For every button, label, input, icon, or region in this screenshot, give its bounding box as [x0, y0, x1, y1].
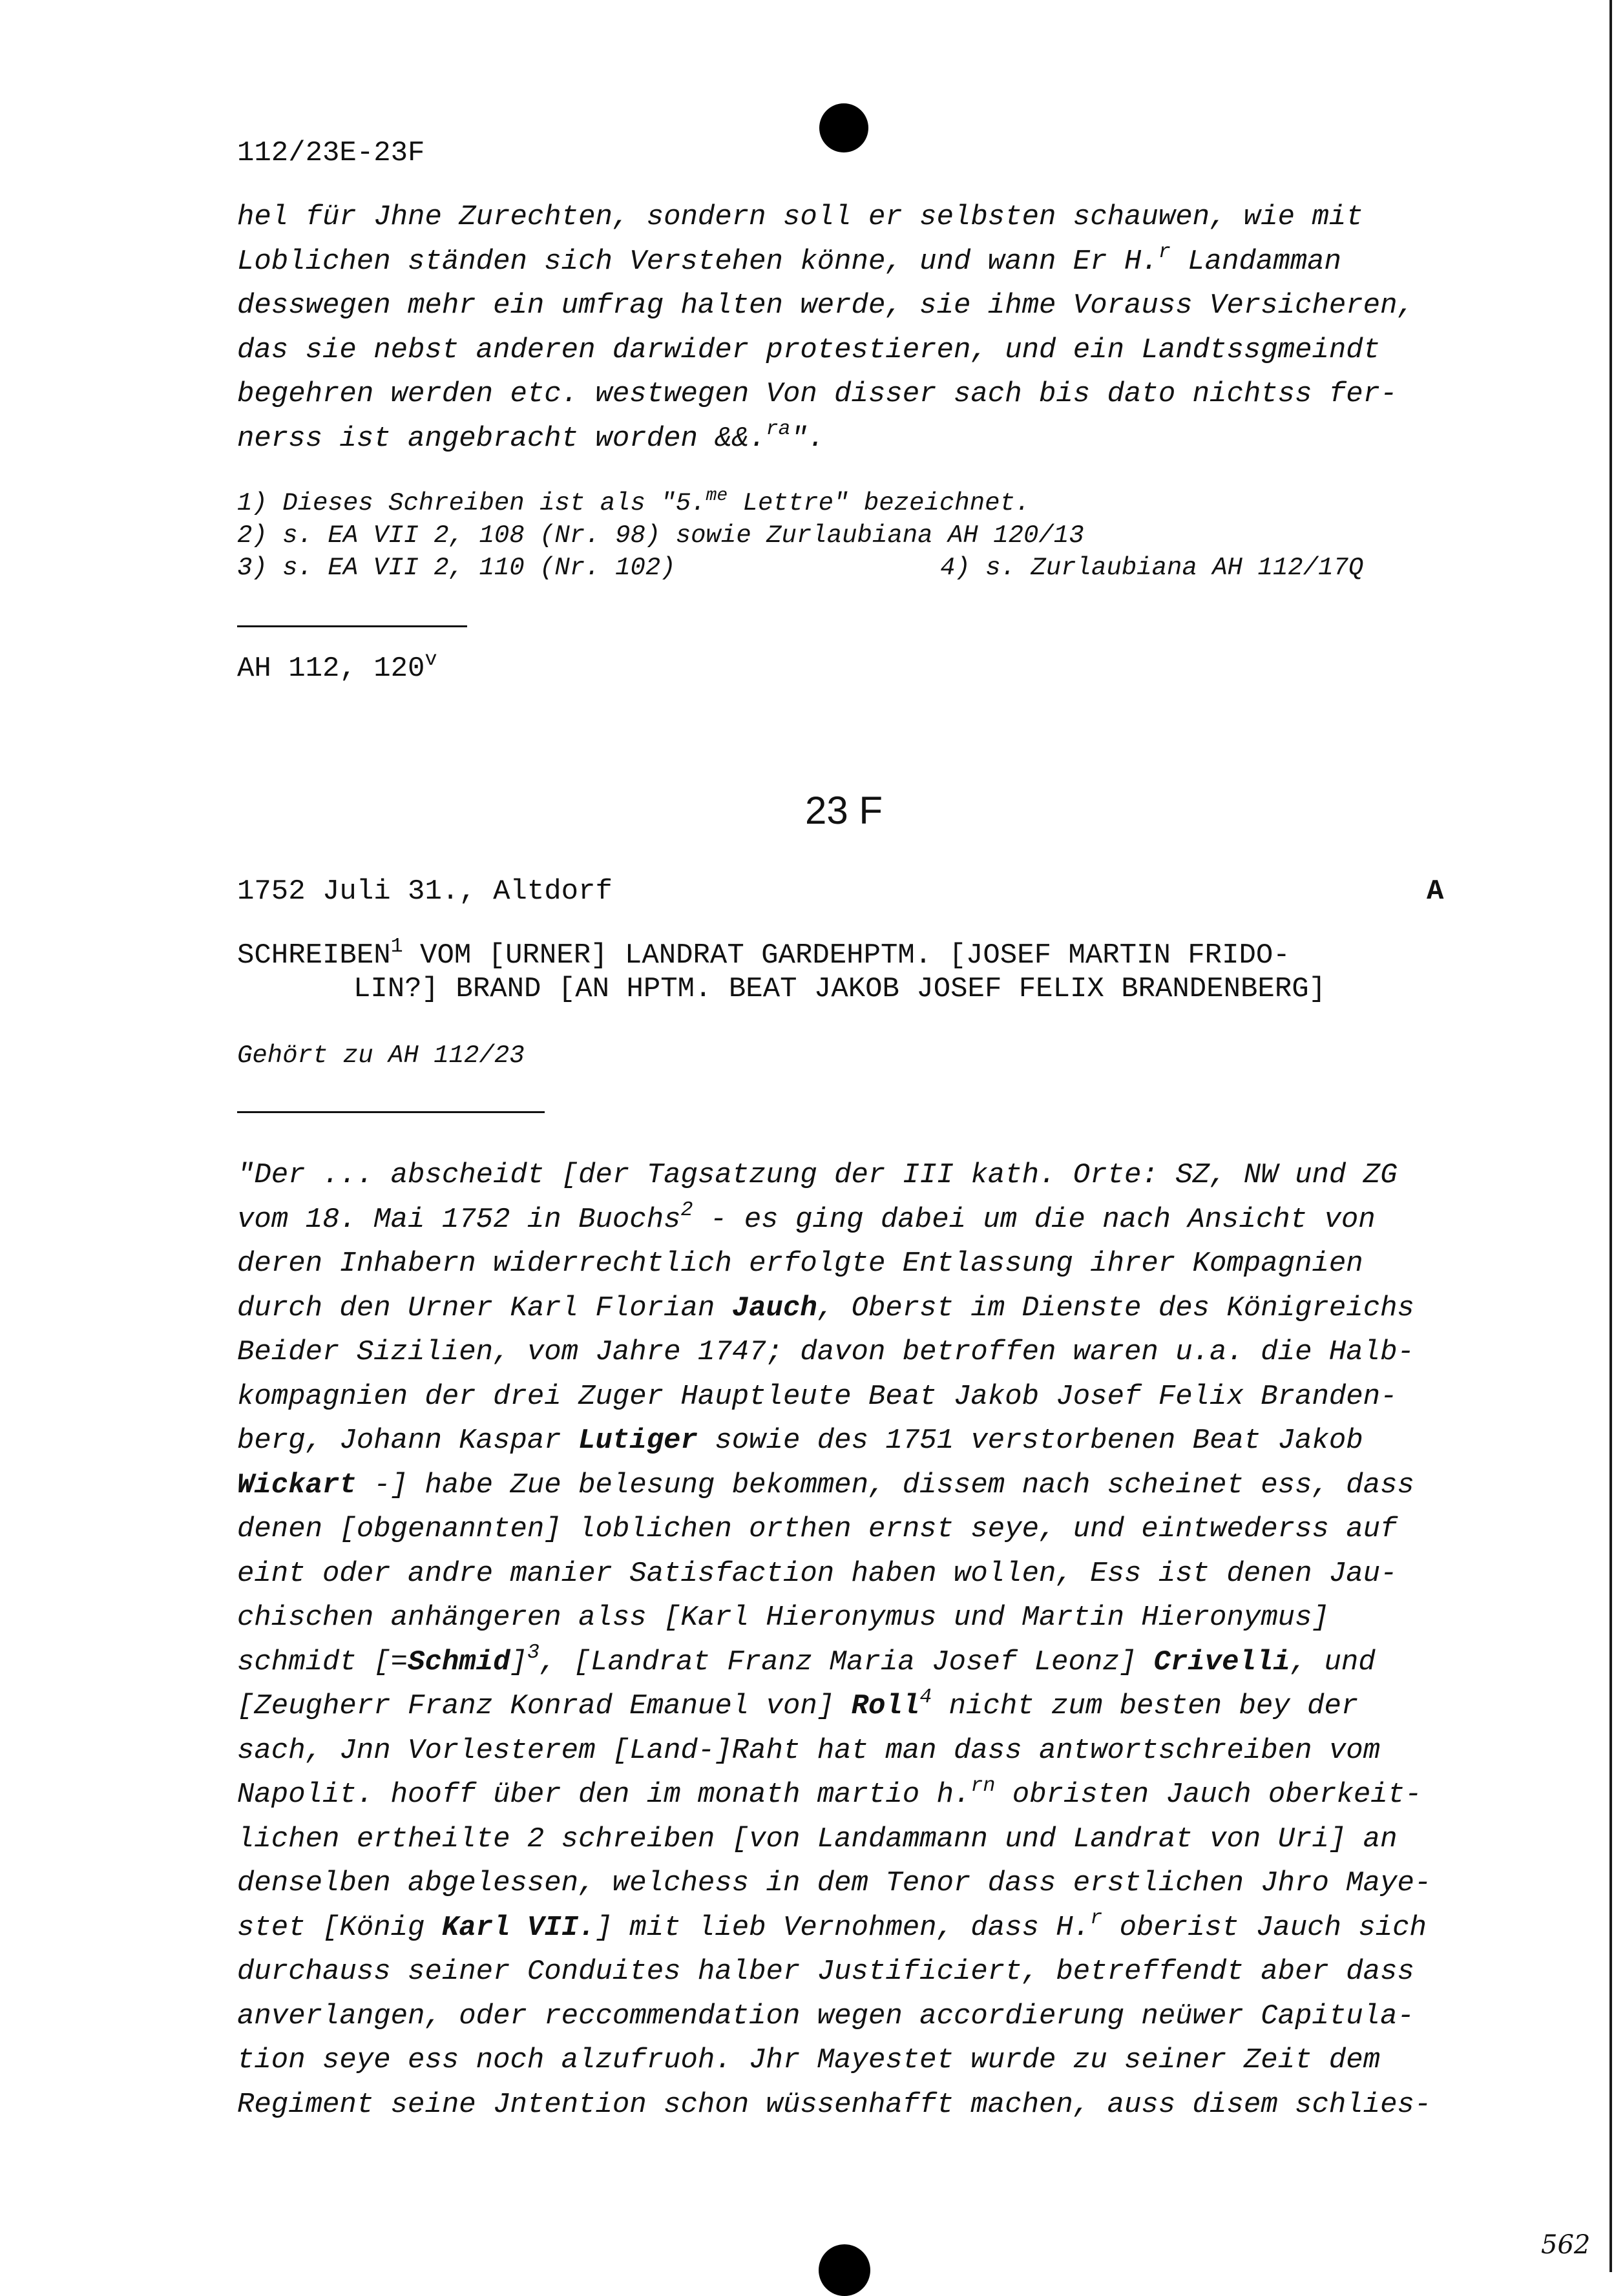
- footnote-1: 1) Dieses Schreiben ist als "5.$^{me}$ Lettre" bezeichnet.: [237, 485, 1031, 517]
- text-line: tion seye ess noch alzufruoh. Jhr Mayestet wurde zu seiner Zeit dem: [237, 2044, 1381, 2076]
- document-type-letter: A: [1427, 875, 1444, 908]
- text-line: sach, Jnn Vorlesterem [Land-]Raht hat man dass antwortschreiben vom: [237, 1734, 1381, 1767]
- text-line: durchauss seiner Conduites halber Justificiert, betreffendt aber dass: [237, 1956, 1414, 1988]
- text-line: [Zeugherr Franz Konrad Emanuel von] Roll$^4$ nicht zum besten bey der: [237, 1685, 1359, 1722]
- previous-document-text: [237, 195, 1414, 461]
- title-line: LIN?] BRAND [AN HPTM. BEAT JAKOB JOSEF FELIX BRANDENBERG]: [353, 973, 1326, 1005]
- footnote-3: 3) s. EA VII 2, 110 (Nr. 102) 4) s. Zurlaubiana AH 112/17Q: [237, 552, 1084, 584]
- text-line: berg, Johann Kaspar Lutiger sowie des 1751 verstorbenen Beat Jakob: [237, 1425, 1363, 1457]
- text-line: chischen anhängeren alss [Karl Hieronymus und Martin Hieronymus]: [237, 1602, 1329, 1634]
- footnote-2: 2) s. EA VII 2, 108 (Nr. 98) sowie Zurlaubiana AH 120/13: [237, 521, 1084, 550]
- text-line: begehren werden etc. westwegen Von disser sach bis dato nichtss fer-: [237, 378, 1398, 410]
- text-line: hel für Jhne Zurechten, sondern soll er selbsten schauwen, wie mit: [237, 201, 1363, 233]
- document-title: [237, 934, 1326, 1006]
- footnotes: [237, 485, 1364, 584]
- punch-hole-top: [819, 103, 868, 152]
- text-line: das sie nebst anderen darwider protestieren, und ein Landtssgmeindt: [237, 333, 1381, 366]
- text-line: "Der ... abscheidt [der Tagsatzung der III kath. Orte: SZ, NW und ZG: [237, 1159, 1398, 1191]
- page-reference: 112/23E-23F: [237, 137, 425, 169]
- text-line: anverlangen, oder reccommendation wegen accordierung neüwer Capitula-: [237, 1999, 1414, 2032]
- text-line: nerss ist angebracht worden &&.$^{ra}$".: [237, 417, 825, 455]
- text-line: vom 18. Mai 1752 in Buochs$^2$ - es ging dabei um die nach Ansicht von: [237, 1198, 1376, 1236]
- separator-rule: [237, 1111, 545, 1113]
- text-line: eint oder andre manier Satisfaction haben wollen, Ess ist denen Jau-: [237, 1557, 1398, 1590]
- text-line: Loblichen ständen sich Verstehen könne, und wann Er H.$^r$ Landamman: [237, 240, 1341, 278]
- text-line: denen [obgenannten] loblichen orthen ernst seye, und eintwederss auf: [237, 1513, 1398, 1545]
- text-line: schmidt [=Schmid]$^3$, [Landrat Franz Maria Josef Leonz] Crivelli, und: [237, 1641, 1376, 1678]
- letter-text: [237, 1153, 1431, 2127]
- handwritten-page-mark: 562: [1541, 2230, 1591, 2260]
- title-line: SCHREIBEN$^1$ VOM [URNER] LANDRAT GARDEHPTM. [JOSEF MARTIN FRIDO-: [237, 934, 1290, 972]
- scan-border-right: [1609, 0, 1612, 2272]
- text-line: Napolit. hooff über den im monath martio h.$^{rn}$ obristen Jauch oberkeit-: [237, 1773, 1422, 1811]
- text-line: stet [König Karl VII.] mit lieb Vernohmen, dass H.$^r$ oberist Jauch sich: [237, 1906, 1427, 1944]
- text-line: desswegen mehr ein umfrag halten werde, sie ihme Vorauss Versicheren,: [237, 289, 1414, 322]
- footnote-4: 4) s. Zurlaubiana AH 112/17Q: [940, 554, 1364, 582]
- punch-hole-bottom: [819, 2244, 870, 2296]
- text-line: durch den Urner Karl Florian Jauch, Oberst im Dienste des Königreichs: [237, 1291, 1414, 1324]
- archive-reference: AH 112, 120$^v$: [237, 647, 437, 685]
- text-line: Beider Sizilien, vom Jahre 1747; davon betroffen waren u.a. die Halb-: [237, 1336, 1414, 1368]
- separator-rule: [237, 625, 467, 627]
- text-line: Regiment seine Jntention schon wüssenhafft machen, auss disem schlies-: [237, 2088, 1432, 2121]
- text-line: deren Inhabern widerrechtlich erfolgte Entlassung ihrer Kompagnien: [237, 1247, 1363, 1280]
- date-place: 1752 Juli 31., Altdorf: [237, 875, 613, 908]
- text-line: Wickart -] habe Zue belesung bekommen, dissem nach scheinet ess, dass: [237, 1468, 1414, 1501]
- belongs-to-note: Gehört zu AH 112/23: [237, 1041, 525, 1070]
- document-heading: 23 F: [805, 789, 883, 832]
- text-line: lichen ertheilte 2 schreiben [von Landammann und Landrat von Uri] an: [237, 1822, 1398, 1855]
- text-line: kompagnien der drei Zuger Hauptleute Beat Jakob Josef Felix Branden-: [237, 1380, 1398, 1413]
- text-line: denselben abgelessen, welchess in dem Tenor dass erstlichen Jhro Maye-: [237, 1867, 1432, 1899]
